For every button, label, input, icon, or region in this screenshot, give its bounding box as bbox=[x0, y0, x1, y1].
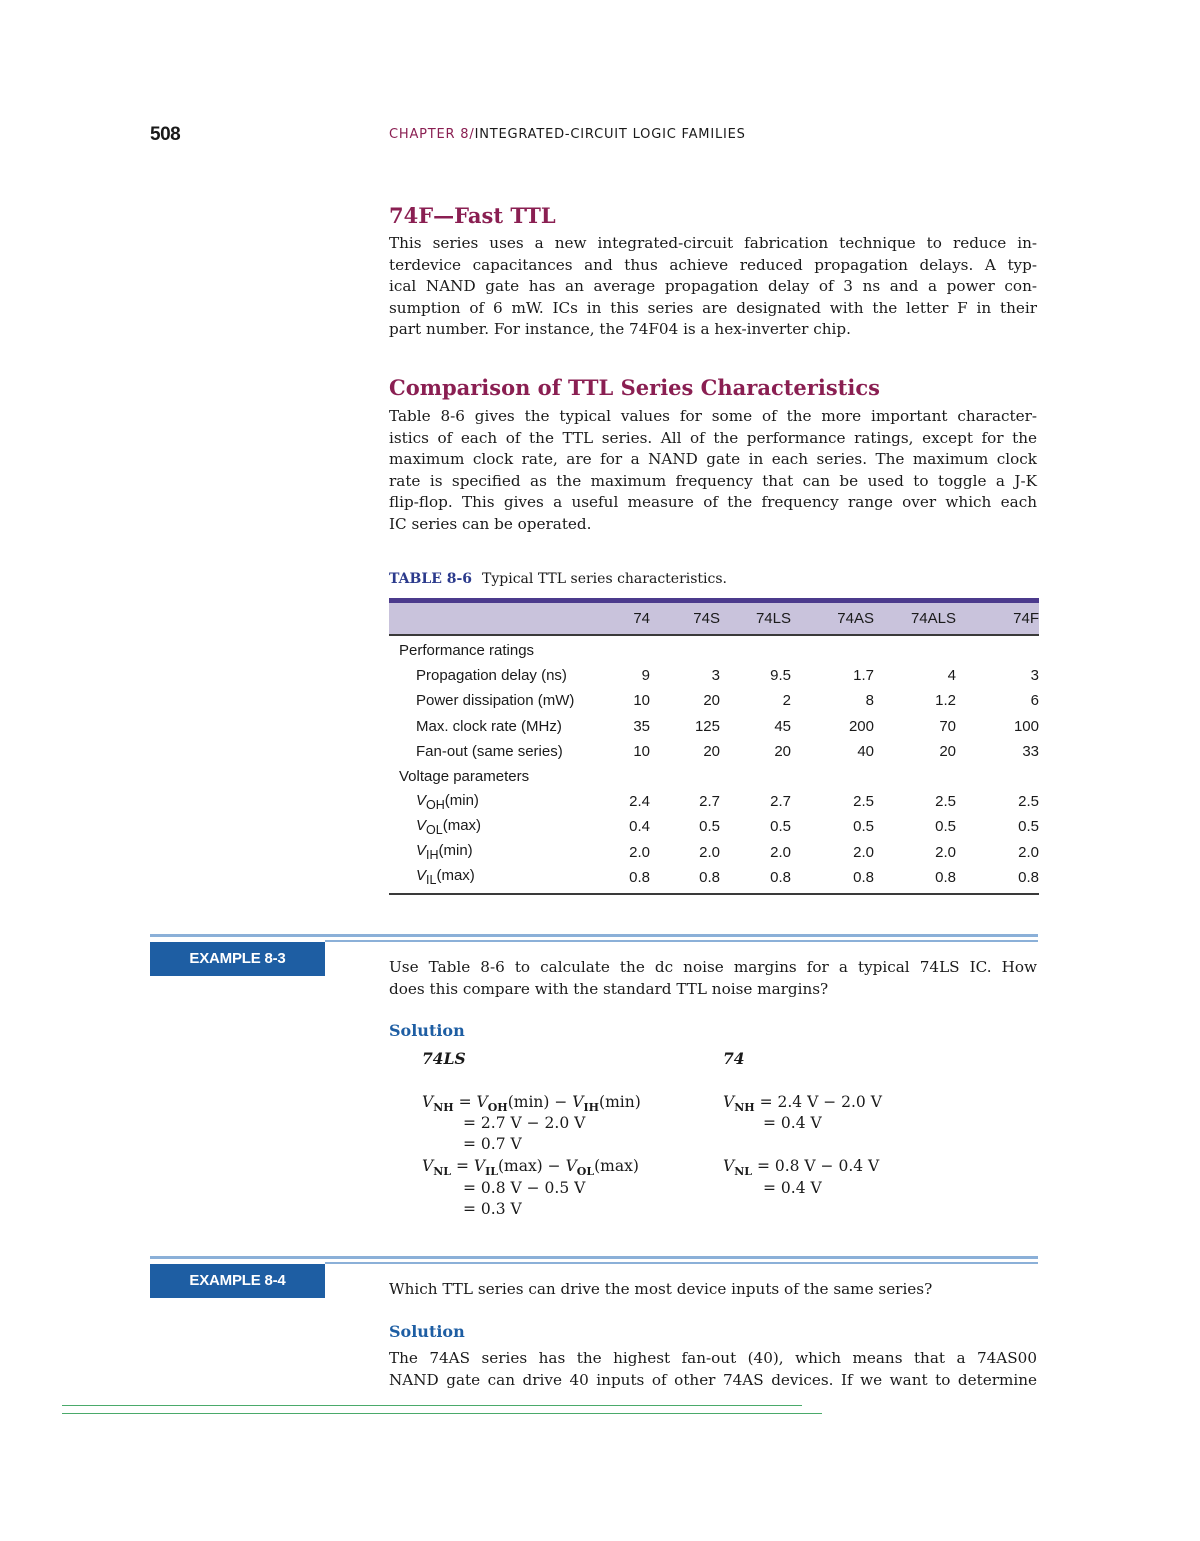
equation-vnh-74: $V_{NH} = 2.4$ V − 2.0 V bbox=[723, 1093, 882, 1115]
paragraph-line: terdevice capacitances and thus achieve reduced propagation delays. A typ- bbox=[389, 255, 1037, 274]
table-cell: 2.7 bbox=[699, 793, 720, 811]
page-number: 508 bbox=[150, 124, 181, 145]
table-row bbox=[389, 865, 1039, 890]
table-cell: 0.5 bbox=[699, 818, 720, 836]
paragraph-74f bbox=[389, 233, 1037, 341]
example-label-8-3: EXAMPLE 8-3 bbox=[150, 942, 325, 976]
table-row-label: Fan-out (same series) bbox=[416, 742, 563, 760]
column-label-74ls: 74LS bbox=[422, 1049, 466, 1068]
section-heading-74f: 74F—Fast TTL bbox=[389, 203, 556, 228]
table-cell: 35 bbox=[633, 717, 650, 735]
table-cell: 20 bbox=[703, 742, 720, 760]
paragraph-line: part number. For instance, the 74F04 is a hex-inverter chip. bbox=[389, 320, 851, 339]
equation-line: = 2.7 V − 2.0 V bbox=[463, 1114, 586, 1132]
table-row-label: $V_{IH}(\min)$ bbox=[416, 842, 473, 863]
chapter-title: INTEGRATED-CIRCUIT LOGIC FAMILIES bbox=[474, 127, 746, 142]
equation-line: = 0.4 V bbox=[763, 1179, 822, 1197]
table-cell: 0.8 bbox=[699, 868, 720, 886]
table-cell: 2.0 bbox=[935, 843, 956, 861]
equation-line: = 0.3 V bbox=[463, 1200, 522, 1218]
table-cell: 2.0 bbox=[1018, 843, 1039, 861]
equation-line: = 0.7 V bbox=[463, 1135, 522, 1153]
table-caption-label: TABLE 8-6 bbox=[389, 571, 473, 587]
table-row-label: $V_{OH}(\min)$ bbox=[416, 791, 479, 812]
table-caption bbox=[389, 571, 727, 587]
paragraph-comparison bbox=[389, 406, 1037, 536]
table-row-label: Power dissipation (mW) bbox=[416, 692, 575, 710]
equation-line: = 0.4 V bbox=[763, 1114, 822, 1132]
table-cell: 33 bbox=[1022, 742, 1039, 760]
table-cell: 1.7 bbox=[853, 667, 874, 685]
table-cell: 2.5 bbox=[935, 793, 956, 811]
table-cell: 10 bbox=[633, 742, 650, 760]
section-heading-comparison: Comparison of TTL Series Characteristics bbox=[389, 375, 880, 400]
table-cell: 0.8 bbox=[629, 868, 650, 886]
table-cell: 0.8 bbox=[770, 868, 791, 886]
table-cell: 2.0 bbox=[770, 843, 791, 861]
table-header-cell: 74S bbox=[693, 610, 720, 627]
footer-rule bbox=[62, 1413, 822, 1414]
table-cell: 40 bbox=[857, 742, 874, 760]
table-row-label: $V_{OL}(\max)$ bbox=[416, 816, 482, 837]
table-cell: 0.5 bbox=[770, 818, 791, 836]
table-group-label: Voltage parameters bbox=[399, 768, 530, 786]
equation-vnh-74ls: $V_{NH} = V_{OH}(\min) - V_{IH}(\min)$ bbox=[422, 1093, 641, 1115]
solution-heading: Solution bbox=[389, 1021, 465, 1040]
table-row-label: Max. clock rate (MHz) bbox=[416, 717, 562, 735]
chapter-label: CHAPTER 8/ bbox=[389, 127, 475, 142]
paragraph-line: does this compare with the standard TTL noise margins? bbox=[389, 979, 829, 998]
table-cell: 3 bbox=[1030, 667, 1039, 685]
table-cell: 1.2 bbox=[935, 692, 956, 710]
running-head bbox=[389, 127, 746, 142]
table-cell: 2.0 bbox=[853, 843, 874, 861]
table-cell: 6 bbox=[1030, 692, 1039, 710]
example4-question bbox=[389, 1279, 1037, 1301]
table-row bbox=[389, 663, 1039, 688]
table-cell: 45 bbox=[774, 717, 791, 735]
table-group-label: Performance ratings bbox=[399, 642, 535, 660]
paragraph-line: Which TTL series can drive the most device inputs of the same series? bbox=[389, 1280, 933, 1298]
paragraph-line: The 74AS series has the highest fan-out (40), which means that a 74AS00 bbox=[389, 1349, 1037, 1367]
table-header-row bbox=[389, 603, 1039, 634]
table-cell: 0.8 bbox=[853, 868, 874, 886]
table-cell: 20 bbox=[774, 742, 791, 760]
table-row-label: $V_{IL}(\max)$ bbox=[416, 867, 475, 888]
ttl-characteristics-table bbox=[389, 603, 1039, 890]
table-cell: 4 bbox=[947, 667, 956, 685]
table-cell: 3 bbox=[711, 667, 720, 685]
table-cell: 8 bbox=[865, 692, 874, 710]
example-rule bbox=[150, 1256, 1038, 1259]
example3-question bbox=[389, 957, 1037, 1000]
paragraph-line: Table 8-6 gives the typical values for some of the more important character- bbox=[389, 407, 1037, 425]
table-header-cell: 74ALS bbox=[910, 610, 956, 627]
paragraph-line: Use Table 8-6 to calculate the dc noise margins for a typical 74LS IC. How bbox=[389, 958, 1037, 976]
table-header-cell bbox=[389, 603, 589, 634]
table-cell: 0.5 bbox=[1018, 818, 1039, 836]
table-cell: 9 bbox=[641, 667, 650, 685]
table-header-cell: 74 bbox=[633, 610, 650, 627]
equation-line: = 0.8 V − 0.5 V bbox=[463, 1179, 586, 1197]
table-cell: 2.5 bbox=[853, 793, 874, 811]
table-cell: 0.4 bbox=[629, 818, 650, 836]
table-cell: 200 bbox=[848, 717, 874, 735]
table-row bbox=[389, 789, 1039, 814]
table-header-cell: 74F bbox=[1013, 610, 1039, 627]
table-cell: 2.7 bbox=[770, 793, 791, 811]
table-row bbox=[389, 739, 1039, 764]
table-row-label: Propagation delay (ns) bbox=[416, 667, 567, 685]
paragraph-line: IC series can be operated. bbox=[389, 514, 592, 533]
table-cell: 0.8 bbox=[935, 868, 956, 886]
table-header-cell: 74LS bbox=[755, 610, 791, 627]
paragraph-line: maximum clock rate, are for a NAND gate in each series. The maximum clock bbox=[389, 450, 1037, 469]
footer-rule bbox=[62, 1405, 802, 1406]
table-cell: 0.5 bbox=[935, 818, 956, 836]
table-cell: 100 bbox=[1013, 717, 1039, 735]
table-cell: 2.5 bbox=[1018, 793, 1039, 811]
solution-heading: Solution bbox=[389, 1322, 465, 1341]
paragraph-line: istics of each of the TTL series. All of the performance ratings, except for the bbox=[389, 428, 1037, 447]
table-cell: 2.4 bbox=[629, 793, 650, 811]
table-cell: 9.5 bbox=[770, 667, 791, 685]
paragraph-line: ical NAND gate has an average propagation delay of 3 ns and a power con- bbox=[389, 277, 1037, 296]
example-rule bbox=[325, 1262, 1038, 1264]
paragraph-line: sumption of 6 mW. ICs in this series are designated with the letter F in their bbox=[389, 298, 1037, 317]
paragraph-line: NAND gate can drive 40 inputs of other 74AS devices. If we want to determine bbox=[389, 1370, 1037, 1389]
table-cell: 0.5 bbox=[853, 818, 874, 836]
table-caption-text: Typical TTL series characteristics. bbox=[482, 571, 728, 587]
table-cell: 0.8 bbox=[1018, 868, 1039, 886]
example-rule bbox=[150, 934, 1038, 937]
equation-vnl-74ls: $V_{NL} = V_{IL}(\max) - V_{OL}(\max)$ bbox=[422, 1157, 639, 1179]
table-cell: 20 bbox=[703, 692, 720, 710]
table-cell: 2.0 bbox=[699, 843, 720, 861]
table-cell: 125 bbox=[694, 717, 720, 735]
table-row bbox=[389, 814, 1039, 839]
paragraph-line: rate is specified as the maximum frequency that can be used to toggle a J-K bbox=[389, 471, 1037, 490]
example-label-8-4: EXAMPLE 8-4 bbox=[150, 1264, 325, 1298]
equation-vnl-74: $V_{NL} = 0.8$ V − 0.4 V bbox=[723, 1157, 880, 1179]
table-header-cell: 74AS bbox=[837, 610, 874, 627]
table-bottom-rule bbox=[389, 893, 1039, 895]
table-row bbox=[389, 688, 1039, 713]
table-cell: 70 bbox=[939, 717, 956, 735]
example-rule bbox=[325, 940, 1038, 942]
table-row bbox=[389, 840, 1039, 865]
table-row bbox=[389, 714, 1039, 739]
paragraph-line: This series uses a new integrated-circuit fabrication technique to reduce in- bbox=[389, 234, 1037, 252]
column-label-74: 74 bbox=[723, 1049, 745, 1068]
table-cell: 2 bbox=[782, 692, 791, 710]
paragraph-line: flip-flop. This gives a useful measure of the frequency range over which each bbox=[389, 493, 1037, 512]
table-cell: 20 bbox=[939, 742, 956, 760]
table-cell: 10 bbox=[633, 692, 650, 710]
example4-answer bbox=[389, 1348, 1037, 1391]
table-cell: 2.0 bbox=[629, 843, 650, 861]
